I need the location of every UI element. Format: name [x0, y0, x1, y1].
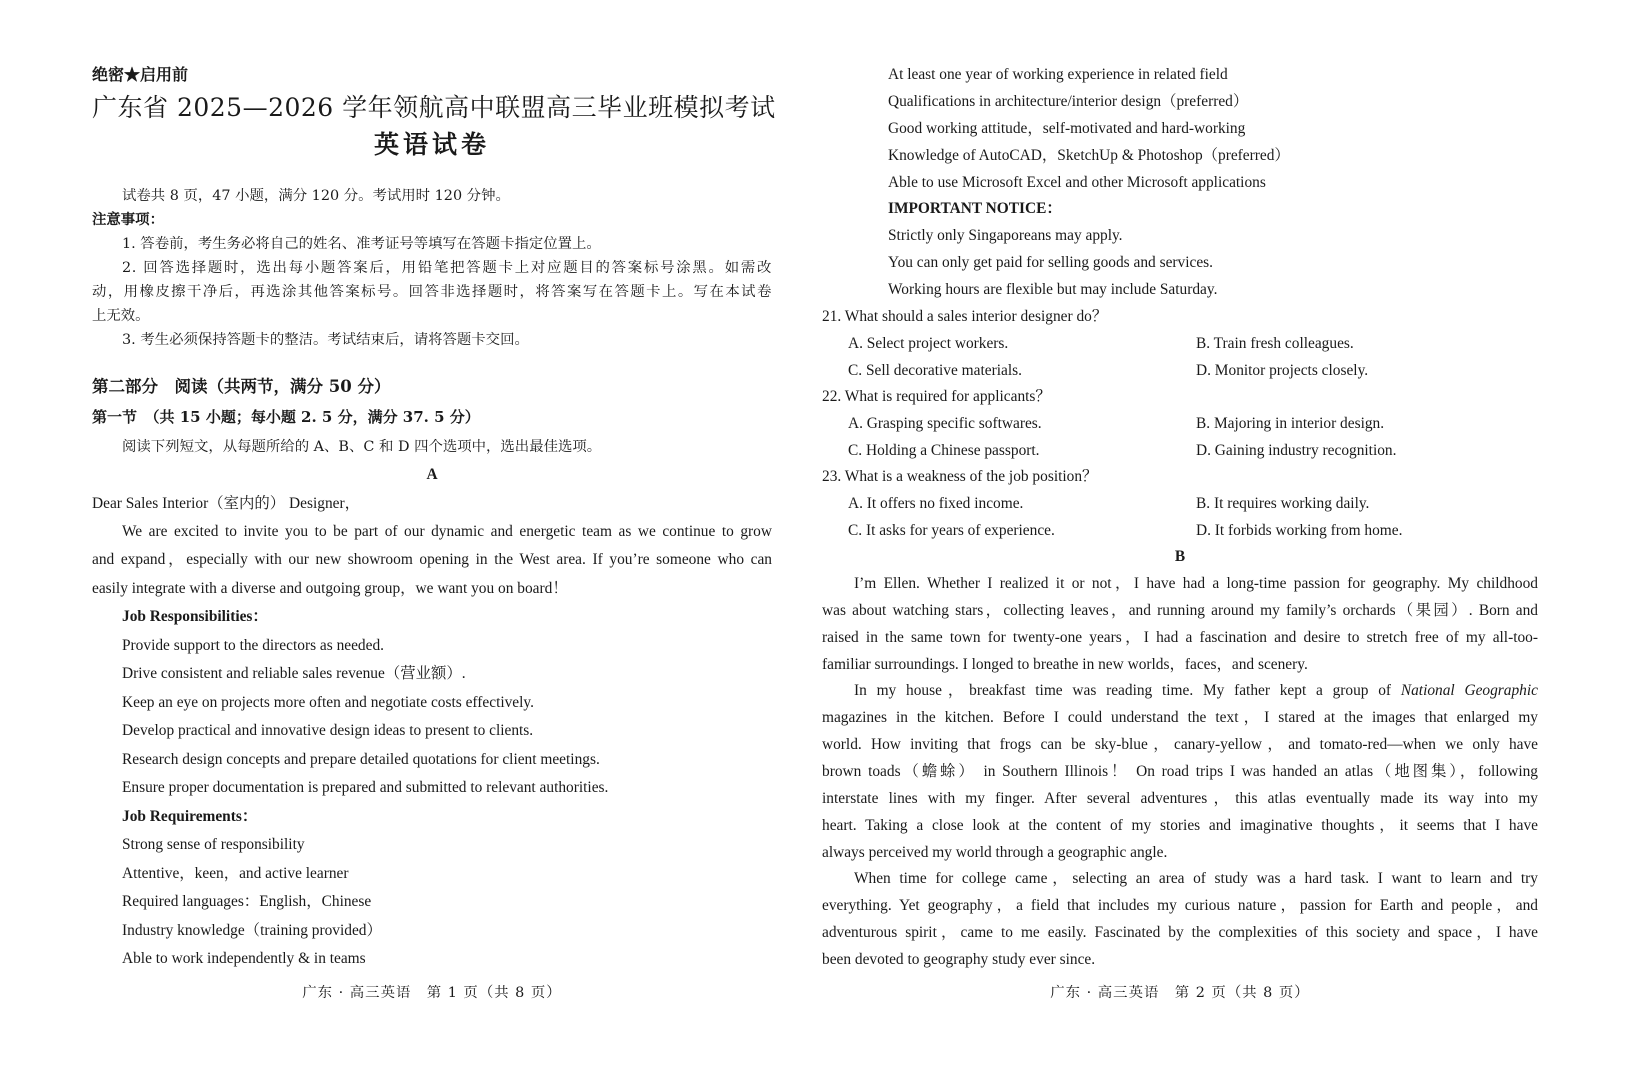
section-heading: 第一节 （共 15 小题；每小题 2. 5 分，满分 37. 5 分）	[92, 408, 480, 426]
notice-item: Working hours are flexible but may include Saturday.	[888, 281, 1218, 298]
option-a[interactable]: A. Grasping specific softwares.	[848, 415, 1042, 432]
page-footer: 广东 · 高三英语 第 1 页（共 8 页）	[302, 985, 562, 1001]
passage-b-line: heart. Taking a close look at the content of my stories and imaginative thoughts，it seems that I have	[822, 817, 1538, 834]
magazine-title: National Geographic	[1400, 682, 1538, 699]
notice-item-3: 3. 考生必须保持答题卡的整洁。考试结束后，请将答题卡交回。	[122, 332, 529, 348]
option-b[interactable]: B. Majoring in interior design.	[1196, 415, 1385, 432]
question-21-stem: 21. What should a sales interior designer do？	[822, 308, 1108, 325]
subject-title: 英语试卷	[373, 130, 490, 159]
passage-b-line: been devoted to geography study ever since.	[822, 951, 1096, 968]
intro-line-1: We are excited to invite you to be part of our dynamic and energetic team as we continue to grow	[122, 523, 772, 540]
passage-b-line: When time for college came，selecting an area of study was a hard task. I want to learn and try	[854, 870, 1538, 887]
section-instruction: 阅读下列短文，从每题所给的 A、B、C 和 D 四个选项中，选出最佳选项。	[122, 439, 602, 455]
page-2	[822, 0, 1538, 1079]
requirement-item: Good working attitude，self-motivated and hard-working	[888, 120, 1246, 137]
option-b[interactable]: B. It requires working daily.	[1196, 495, 1370, 512]
passage-b-line: I’m Ellen. Whether I realized it or not，I have had a long-time passion for geography. My childhood	[854, 575, 1538, 592]
responsibility-item: Keep an eye on projects more often and negotiate costs effectively.	[122, 694, 534, 711]
requirement-item: Able to use Microsoft Excel and other Microsoft applications	[888, 174, 1266, 191]
question-22-options-row-1	[822, 415, 1538, 433]
passage-b-line	[822, 682, 1538, 700]
intro-line-3: easily integrate with a diverse and outgoing group，we want you on board！	[92, 580, 568, 597]
responsibilities-heading: Job Responsibilities：	[122, 608, 268, 625]
passage-b-line: raised in the same town for twenty-one years，I had a fascination and desire to stretch free of my all-too-	[822, 629, 1538, 646]
requirement-item: Strong sense of responsibility	[122, 836, 305, 853]
passage-b-line: adventurous spirit，came to me easily. Fascinated by the complexities of this society and space，I have	[822, 924, 1538, 941]
passage-b-line: magazines in the kitchen. Before I could understand the text，I stared at the images that enlarged my	[822, 709, 1538, 726]
passage-b-label: B	[1174, 548, 1186, 565]
notice-item: You can only get paid for selling goods and services.	[888, 254, 1214, 271]
requirement-item: Required languages：English，Chinese	[122, 893, 372, 910]
requirements-heading: Job Requirements：	[122, 808, 258, 825]
responsibility-item: Research design concepts and prepare detailed quotations for client meetings.	[122, 751, 600, 768]
part-heading: 第二部分 阅读（共两节，满分 50 分）	[92, 377, 391, 396]
passage-b-line: familiar surroundings. I longed to breathe in new worlds，faces，and scenery.	[822, 656, 1308, 673]
option-d[interactable]: D. Gaining industry recognition.	[1196, 442, 1397, 459]
notice-item-2c: 上无效。	[92, 308, 150, 324]
question-23-options-row-2	[822, 522, 1538, 540]
passage-b-line: interstate lines with my finger. After several adventures，this atlas eventually made its way into my	[822, 790, 1538, 807]
notice-item-2b: 动，用橡皮擦干净后，再选涂其他答案标号。回答非选择题时，将答案写在答题卡上。写在本试卷	[92, 284, 772, 300]
notice-item: Strictly only Singaporeans may apply.	[888, 227, 1123, 244]
responsibility-item: Drive consistent and reliable sales revenue（营业额）.	[122, 665, 466, 682]
responsibility-item: Provide support to the directors as needed.	[122, 637, 385, 654]
option-d[interactable]: D. It forbids working from home.	[1196, 522, 1403, 539]
notice-item-2a: 2. 回答选择题时，选出每小题答案后，用铅笔把答题卡上对应题目的答案标号涂黑。如需改	[122, 260, 772, 276]
option-c[interactable]: C. Sell decorative materials.	[848, 362, 1022, 379]
requirement-item: Knowledge of AutoCAD，SketchUp & Photoshop（preferred）	[888, 147, 1290, 164]
option-a[interactable]: A. It offers no fixed income.	[848, 495, 1024, 512]
intro-line-2: and expand，especially with our new showroom opening in the West area. If you’re someone who can	[92, 551, 772, 568]
page-footer: 广东 · 高三英语 第 2 页（共 8 页）	[1050, 985, 1310, 1001]
notice-item-1: 1. 答卷前，考生务必将自己的姓名、准考证号等填写在答题卡指定位置上。	[122, 236, 601, 252]
passage-b-line: was about watching stars，collecting leaves，and running around my family’s orchards（果园）. Born and	[822, 602, 1538, 619]
passage-b-line: brown toads（蟾蜍） in Southern Illinois！ On road trips I was handed an atlas（地图集），following	[822, 763, 1538, 780]
exam-title: 广东省 2025—2026 学年领航高中联盟高三毕业班模拟考试	[92, 93, 776, 122]
question-22-options-row-2	[822, 442, 1538, 460]
requirement-item: Qualifications in architecture/interior design（preferred）	[888, 93, 1249, 110]
question-21-options-row-1	[822, 335, 1538, 353]
question-23-options-row-1	[822, 495, 1538, 513]
question-22-stem: 22. What is required for applicants？	[822, 388, 1051, 405]
passage-b-line: always perceived my world through a geographic angle.	[822, 844, 1168, 861]
notice-heading: 注意事项：	[92, 211, 164, 228]
exam-info: 试卷共 8 页，47 小题，满分 120 分。考试用时 120 分钟。	[122, 188, 510, 204]
passage-b-line: everything. Yet geography，a field that includes my curious nature，passion for Earth and people，and	[822, 897, 1538, 914]
requirement-item: Able to work independently & in teams	[122, 950, 366, 967]
requirement-item: At least one year of working experience in related field	[888, 66, 1228, 83]
option-c[interactable]: C. Holding a Chinese passport.	[848, 442, 1040, 459]
secret-label: 绝密★启用前	[92, 65, 189, 84]
requirement-item: Industry knowledge（training provided）	[122, 922, 382, 939]
requirement-item: Attentive，keen，and active learner	[122, 865, 349, 882]
option-a[interactable]: A. Select project workers.	[848, 335, 1009, 352]
question-21-options-row-2	[822, 362, 1538, 380]
important-notice-heading: IMPORTANT NOTICE：	[888, 200, 1062, 217]
passage-b-line: world. How inviting that frogs can be sky-blue，canary-yellow，and tomato-red—when we only have	[822, 736, 1538, 753]
option-c[interactable]: C. It asks for years of experience.	[848, 522, 1055, 539]
responsibility-item: Ensure proper documentation is prepared and submitted to relevant authorities.	[122, 779, 609, 796]
option-d[interactable]: D. Monitor projects closely.	[1196, 362, 1369, 379]
passage-b-text: In my house，breakfast time was reading time. My father kept a group of	[854, 682, 1392, 699]
salutation: Dear Sales Interior（室内的） Designer，	[92, 495, 360, 512]
passage-a-label: A	[426, 466, 438, 483]
question-23-stem: 23. What is a weakness of the job position？	[822, 468, 1098, 485]
page-1	[92, 0, 776, 1079]
responsibility-item: Develop practical and innovative design ideas to present to clients.	[122, 722, 534, 739]
option-b[interactable]: B. Train fresh colleagues.	[1196, 335, 1354, 352]
